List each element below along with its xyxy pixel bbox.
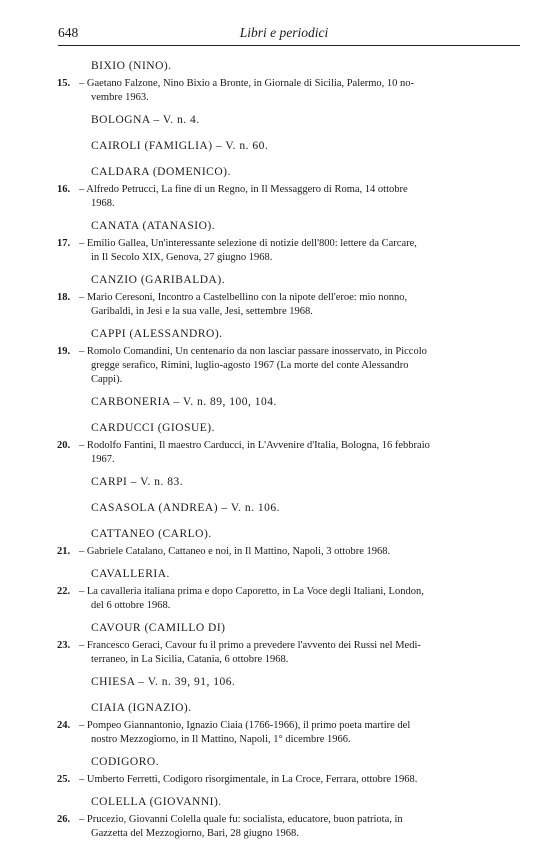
entry-text: – Gaetano Falzone, Nino Bixio a Bronte, in Giornale di Sicilia, Palermo, 10 no- [79, 78, 415, 89]
entry-heading: CAIROLI (FAMIGLIA) – V. n. 60. [91, 140, 269, 152]
entry-text: Cappi). [91, 374, 123, 385]
entry-text: del 6 ottobre 1968. [91, 600, 171, 611]
entry-heading: CANZIO (GARIBALDA). [91, 274, 226, 286]
entry-heading: CODIGORO. [91, 756, 160, 768]
entry-text: terraneo, in La Sicilia, Catania, 6 ottobre 1968. [91, 654, 289, 665]
entry-heading: CARPI – V. n. 83. [91, 476, 184, 488]
entry-heading: CHIESA – V. n. 39, 91, 106. [91, 676, 236, 688]
entry-text: – Mario Ceresoni, Incontro a Castelbellino con la nipote dell'eroe: mio nonno, [79, 292, 408, 303]
header-rule [58, 45, 520, 46]
entry-number: 22. [57, 586, 71, 597]
entry-heading: BIXIO (NINO). [91, 60, 172, 72]
entry-heading: CAVOUR (CAMILLO DI) [91, 622, 226, 634]
entry-number: 19. [57, 346, 71, 357]
entry-heading: CAPPI (ALESSANDRO). [91, 328, 223, 340]
entry-heading: CARDUCCI (GIOSUE). [91, 422, 215, 434]
entry-text: – La cavalleria italiana prima e dopo Caporetto, in La Voce degli Italiani, London, [79, 586, 424, 597]
entry-number: 20. [57, 440, 71, 451]
entry-text: in Il Secolo XIX, Genova, 27 giugno 1968. [91, 252, 273, 263]
entry-heading: BOLOGNA – V. n. 4. [91, 114, 200, 126]
entry-heading: CATTANEO (CARLO). [91, 528, 212, 540]
entry-text: – Umberto Ferretti, Codigoro risorgimentale, in La Croce, Ferrara, ottobre 1968. [79, 774, 418, 785]
entry-text: vembre 1963. [91, 92, 149, 103]
entry-text: – Alfredo Petrucci, La fine di un Regno, in Il Messaggero di Roma, 14 ottobre [79, 184, 408, 195]
entry-text: – Rodolfo Fantini, Il maestro Carducci, in L'Avvenire d'Italia, Bologna, 16 febbraio [79, 440, 430, 451]
entry-text: – Emilio Gallea, Un'interessante selezione di notizie dell'800: lettere da Carcare, [79, 238, 417, 249]
entry-text: – Pompeo Giannantonio, Ignazio Ciaia (1766-1966), il primo poeta martire del [79, 720, 411, 731]
page-number: 648 [58, 25, 79, 40]
entry-text: Garibaldi, in Jesi e la sua valle, Jesi, settembre 1968. [91, 306, 313, 317]
entry-number: 17. [57, 238, 71, 249]
entry-number: 25. [57, 774, 71, 785]
entry-text: 1967. [91, 454, 115, 465]
entry-number: 15. [57, 78, 71, 89]
entry-text: – Francesco Geraci, Cavour fu il primo a prevedere l'avvento dei Russi nel Medi- [79, 640, 421, 651]
entry-number: 16. [57, 184, 71, 195]
entry-text: nostro Mezzogiorno, in Il Mattino, Napoli, 1° dicembre 1966. [91, 734, 351, 745]
entry-heading: CANATA (ATANASIO). [91, 220, 216, 232]
entry-text: – Prucezio, Giovanni Colella quale fu: socialista, educatore, buon patriota, in [79, 814, 403, 825]
entry-text: 1968. [91, 198, 115, 209]
entry-text: – Romolo Comandini, Un centenario da non lasciar passare inosservato, in Piccolo [79, 346, 427, 357]
entry-text: gregge serafico, Rimini, luglio-agosto 1967 (La morte del conte Alessandro [91, 360, 409, 371]
entry-heading: CARBONERIA – V. n. 89, 100, 104. [91, 396, 277, 408]
entry-number: 26. [57, 814, 71, 825]
entry-heading: CIAIA (IGNAZIO). [91, 702, 192, 714]
entry-heading: CAVALLERIA. [91, 568, 170, 580]
entry-heading: CALDARA (DOMENICO). [91, 166, 231, 178]
entry-number: 23. [57, 640, 71, 651]
entry-heading: COLELLA (GIOVANNI). [91, 796, 222, 808]
running-header [58, 25, 510, 43]
entry-text: Gazzetta del Mezzogiorno, Bari, 28 giugno 1968. [91, 828, 299, 839]
running-title: Libri e periodici [239, 25, 329, 40]
entry-number: 18. [57, 292, 71, 303]
entry-text: – Gabriele Catalano, Cattaneo e noi, in Il Mattino, Napoli, 3 ottobre 1968. [79, 546, 391, 557]
entry-number: 24. [57, 720, 71, 731]
entry-number: 21. [57, 546, 71, 557]
entry-heading: CASASOLA (ANDREA) – V. n. 106. [91, 502, 281, 514]
